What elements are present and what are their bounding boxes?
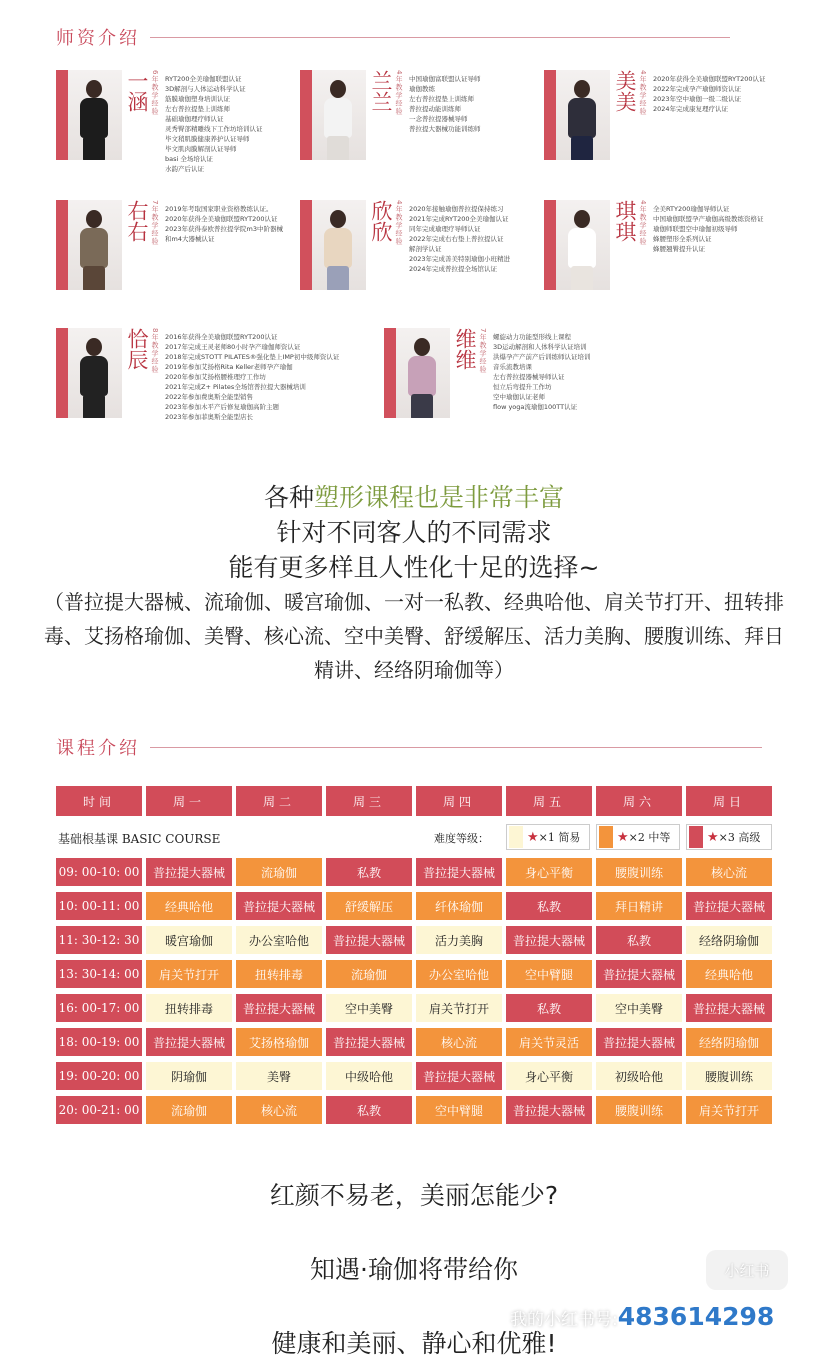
cert-line: 中国瑜伽富联盟认证导师 <box>409 75 481 83</box>
cert-line: 2023年参加木平产后修复瑜伽高阶主题 <box>165 403 280 411</box>
cert-line: 普拉提动能训练师 <box>409 105 461 113</box>
class-cell: 经络阴瑜伽 <box>686 926 772 954</box>
teacher-certs <box>165 200 283 290</box>
teacher-certs <box>653 200 764 290</box>
figure-head <box>330 80 346 98</box>
cert-line: 灵秀臀部精雕线下工作坊培训认证 <box>165 125 263 133</box>
class-cell: 普拉提大器械 <box>686 892 772 920</box>
schedule-header-cell: 周一 <box>146 786 232 816</box>
cert-line: 毕文肌肉膜解剖认证导师 <box>165 145 237 153</box>
teacher-card <box>384 328 631 418</box>
class-cell: 普拉提大器械 <box>236 892 322 920</box>
time-slot: 20: 00-21: 00 <box>56 1096 142 1124</box>
teacher-experience: 7年教学经验 <box>479 328 487 374</box>
cert-line: 毕文稍肌膜健康养护认证导师 <box>165 135 250 143</box>
class-cell: 阴瑜伽 <box>146 1062 232 1090</box>
figure-legs <box>571 266 593 290</box>
difficulty-label: 难度等级： <box>434 832 489 845</box>
teacher-section-header <box>56 24 730 50</box>
teacher-photo <box>56 200 122 290</box>
cert-line: 2022年完成孕产瑜伽师资认证 <box>653 85 742 93</box>
class-cell: 流瑜伽 <box>146 1096 232 1124</box>
teacher-photo <box>56 70 122 160</box>
class-cell: 私教 <box>506 892 592 920</box>
class-cell: 活力美胸 <box>416 926 502 954</box>
teacher-certs <box>653 70 766 160</box>
teacher-name: 美美 <box>613 70 637 112</box>
cert-line: 普拉提大器械功能训练师 <box>409 125 481 133</box>
class-cell: 私教 <box>506 994 592 1022</box>
figure-head <box>86 210 102 228</box>
class-cell: 普拉提大器械 <box>416 1062 502 1090</box>
teacher-name-block <box>124 200 150 290</box>
cert-line: 左右普拉提器械导师认证 <box>493 373 565 381</box>
cert-line: 2021年完成RYT200全美瑜伽认证 <box>409 215 509 223</box>
teacher-photo <box>300 200 366 290</box>
outro-line-1: 红颜不易老，美丽怎能少? <box>269 1181 559 1210</box>
legend-text: ×1 简易 <box>538 831 581 844</box>
class-cell: 扭转排毒 <box>146 994 232 1022</box>
cert-line: 2017年完成王灵老师80小时孕产瑜伽师资认证 <box>165 343 301 351</box>
legend-item <box>596 824 680 850</box>
accent-bar <box>300 70 312 160</box>
time-slot: 11: 30-12: 30 <box>56 926 142 954</box>
teacher-name-block <box>124 70 150 174</box>
teacher-name-block <box>452 328 478 418</box>
class-cell: 私教 <box>596 926 682 954</box>
teacher-photo <box>384 328 450 418</box>
cert-line: basi 全场培认证 <box>165 155 213 163</box>
class-cell: 拜日精讲 <box>596 892 682 920</box>
class-cell: 普拉提大器械 <box>596 960 682 988</box>
figure-legs <box>571 136 593 160</box>
cert-line: 2018年完成STOTT PILATES®强化垫上IMP初中级师资认证 <box>165 353 340 361</box>
figure-torso <box>80 356 108 396</box>
star-icon: ★ <box>617 829 629 845</box>
cert-line: 2019年考取国家职业资格教练认证。 <box>165 205 273 213</box>
teacher-name: 琪琪 <box>613 200 637 242</box>
class-cell: 中级哈他 <box>326 1062 412 1090</box>
teacher-name-block <box>368 70 394 160</box>
cert-line: 空中瑜伽认证老师 <box>493 393 545 401</box>
accent-bar <box>544 200 556 290</box>
class-cell: 普拉提大器械 <box>506 1096 592 1124</box>
teacher-photo <box>56 328 122 418</box>
cert-line: 2022年完成右右垫上普拉提认证 <box>409 235 504 243</box>
cert-line: 2021年完成Z+ Pilates全场馆普拉提大器械培训 <box>165 383 306 391</box>
time-slot: 16: 00-17: 00 <box>56 994 142 1022</box>
class-cell: 腰腹训练 <box>596 858 682 886</box>
cert-line: 蜂腰翘臀提升认证 <box>653 245 705 253</box>
class-cell: 流瑜伽 <box>236 858 322 886</box>
class-cell: 腰腹训练 <box>596 1096 682 1124</box>
basic-course-label: 基础根基课 BASIC COURSE <box>58 832 221 846</box>
class-cell: 普拉提大器械 <box>236 994 322 1022</box>
schedule-header-cell: 周三 <box>326 786 412 816</box>
legend-swatch <box>509 826 523 848</box>
accent-bar <box>56 328 68 418</box>
figure-torso <box>568 98 596 138</box>
cert-line: 3D运动解剖和人体科学认证培训 <box>493 343 587 351</box>
teacher-section-title: 师资介绍 <box>56 28 140 49</box>
figure-torso <box>80 228 108 268</box>
teacher-name: 维维 <box>453 328 477 370</box>
figure-legs <box>327 136 349 160</box>
figure-head <box>574 210 590 228</box>
figure-torso <box>80 98 108 138</box>
class-cell: 暖宫瑜伽 <box>146 926 232 954</box>
class-cell: 空中美臀 <box>596 994 682 1022</box>
schedule-header-cell: 周日 <box>686 786 772 816</box>
class-cell: 普拉提大器械 <box>326 1028 412 1056</box>
teacher-name: 右右 <box>125 200 149 242</box>
cert-line: 音乐流教培课 <box>493 363 532 371</box>
cert-line: 全美RTY200瑜伽导师认证 <box>653 205 730 213</box>
divider <box>150 37 730 38</box>
class-cell: 空中臂腿 <box>416 1096 502 1124</box>
xiaohongshu-id <box>510 1302 774 1331</box>
teacher-name: 一涵 <box>125 70 149 112</box>
figure-legs <box>83 394 105 418</box>
star-icon: ★ <box>707 829 719 845</box>
class-cell: 肩关节打开 <box>686 1096 772 1124</box>
cert-line: 恒立后弯提升工作坊 <box>493 383 552 391</box>
figure-torso <box>568 228 596 268</box>
teacher-certs <box>165 70 263 174</box>
schedule-header-cell: 周四 <box>416 786 502 816</box>
cert-line: 筋膜瑜伽塑身培训认证 <box>165 95 230 103</box>
class-cell: 身心平衡 <box>506 858 592 886</box>
teacher-photo <box>300 70 366 160</box>
id-label: 我的小红书号: <box>510 1310 618 1330</box>
time-slot: 13: 30-14: 00 <box>56 960 142 988</box>
class-cell: 空中美臀 <box>326 994 412 1022</box>
figure-head <box>86 338 102 356</box>
star-icon: ★ <box>527 829 539 845</box>
teacher-certs <box>493 328 591 418</box>
cert-line: flow yoga流瑜伽100TT认证 <box>493 403 578 411</box>
cert-line: 2024年完成普拉提全场馆认证 <box>409 265 498 273</box>
teacher-name-block <box>124 328 150 422</box>
legend-text: ×3 高级 <box>718 831 761 844</box>
class-cell: 身心平衡 <box>506 1062 592 1090</box>
figure-torso <box>408 356 436 396</box>
class-cell: 舒缓解压 <box>326 892 412 920</box>
intro-line-2: 针对不同客人的不同需求 <box>276 518 552 547</box>
class-cell: 扭转排毒 <box>236 960 322 988</box>
accent-bar <box>56 70 68 160</box>
cert-line: 瑜伽教练 <box>409 85 435 93</box>
intro-line-1-highlight: 塑形课程也是非常丰富 <box>314 483 565 512</box>
class-cell: 私教 <box>326 858 412 886</box>
class-cell: 经典哈他 <box>146 892 232 920</box>
teacher-experience: 4年教学经验 <box>395 200 403 246</box>
figure-head <box>330 210 346 228</box>
class-cell: 核心流 <box>236 1096 322 1124</box>
cert-line: 2023年完成善美特别瑜伽小班精进 <box>409 255 511 263</box>
class-cell: 普拉提大器械 <box>686 994 772 1022</box>
legend-swatch <box>689 826 703 848</box>
cert-line: 2023年参加菲奥斯全能型店长 <box>165 413 254 421</box>
cert-line: 2020年获得全美瑜伽联盟RYT200认证 <box>653 75 766 83</box>
class-cell: 普拉提大器械 <box>416 858 502 886</box>
class-cell: 普拉提大器械 <box>596 1028 682 1056</box>
schedule-header-cell: 周二 <box>236 786 322 816</box>
legend-swatch <box>599 826 613 848</box>
outro-line-3: 健康和美丽、静心和优雅! <box>271 1329 557 1356</box>
cert-line: 中国瑜伽联盟孕产瑜伽高级教练资格证 <box>653 215 764 223</box>
outro-line-2: 知遇·瑜伽将带给你 <box>310 1255 518 1284</box>
cert-line: 2023年获得泰欧普拉提学院m3中阶器械 <box>165 225 284 233</box>
cert-line: 解剖学认证 <box>409 245 442 253</box>
cert-line: 2024年完成康复理疗认证 <box>653 105 729 113</box>
class-cell: 普拉提大器械 <box>326 926 412 954</box>
cert-line: 2020年获得全美瑜伽联盟RYT200认证 <box>165 215 278 223</box>
class-cell: 普拉提大器械 <box>506 926 592 954</box>
figure-legs <box>83 266 105 290</box>
class-cell: 经典哈他 <box>686 960 772 988</box>
intro-line-1 <box>0 480 828 515</box>
cert-line: 瑜伽师联盟空中瑜伽初级导师 <box>653 225 738 233</box>
accent-bar <box>544 70 556 160</box>
cert-line: RYT200全美瑜伽联盟认证 <box>165 75 242 83</box>
accent-bar <box>384 328 396 418</box>
teacher-card <box>544 200 804 290</box>
class-cell: 肩关节灵活 <box>506 1028 592 1056</box>
cert-line: 2016年获得全美瑜伽联盟RYT200认证 <box>165 333 278 341</box>
course-section-title: 课程介绍 <box>56 738 140 759</box>
class-cell: 私教 <box>326 1096 412 1124</box>
figure-torso <box>324 98 352 138</box>
class-cell: 纤体瑜伽 <box>416 892 502 920</box>
time-slot: 19: 00-20: 00 <box>56 1062 142 1090</box>
teacher-photo <box>544 200 610 290</box>
teacher-experience: 4年教学经验 <box>395 70 403 116</box>
cert-line: 2020年接触瑜伽普拉提保持练习 <box>409 205 504 213</box>
teacher-card <box>544 70 806 160</box>
class-cell: 肩关节打开 <box>146 960 232 988</box>
cert-line: 2020年参加艾扬格腰椎理疗工作坊 <box>165 373 267 381</box>
teacher-experience: 6年教学经验 <box>151 70 159 116</box>
cert-line: 2019年参加艾扬格Rita Keller老师孕产瑜伽 <box>165 363 293 371</box>
accent-bar <box>300 200 312 290</box>
cert-line: 左右普拉提垫上训练师 <box>409 95 474 103</box>
figure-legs <box>411 394 433 418</box>
cert-line: 2022年参加费奥斯全能型销售 <box>165 393 254 401</box>
cert-line: 左右普拉提垫上训练师 <box>165 105 230 113</box>
intro-course-list: （普拉提大器械、流瑜伽、暖宫瑜伽、一对一私教、经典哈他、肩关节打开、扭转排毒、艾扬格瑜伽、美臀、核心流、空中美臀、舒缓解压、活力美胸、腰腹训练、拜日精讲、经络阴瑜伽等） <box>44 590 784 682</box>
teacher-certs <box>165 328 339 422</box>
teacher-card <box>56 200 323 290</box>
teacher-certs <box>409 70 481 160</box>
figure-legs <box>83 136 105 160</box>
cert-line: 2023年空中瑜伽一级二级认证 <box>653 95 742 103</box>
teacher-card <box>300 70 521 160</box>
class-cell: 核心流 <box>416 1028 502 1056</box>
legend-item <box>686 824 772 850</box>
time-slot: 09: 00-10: 00 <box>56 858 142 886</box>
teacher-experience: 4年教学经验 <box>639 70 647 116</box>
class-cell: 初级哈他 <box>596 1062 682 1090</box>
schedule-header-cell: 周五 <box>506 786 592 816</box>
schedule-header-cell: 周六 <box>596 786 682 816</box>
teacher-name: 兰兰 <box>369 70 393 112</box>
teacher-experience: 4年教学经验 <box>639 200 647 246</box>
cert-line: 一念普拉提器械导师 <box>409 115 468 123</box>
figure-head <box>86 80 102 98</box>
figure-torso <box>324 228 352 268</box>
xiaohongshu-badge: 小红书 <box>706 1250 788 1290</box>
figure-legs <box>327 266 349 290</box>
teacher-card <box>56 70 303 174</box>
cert-line: 螺旋动力功能型形线上课程 <box>493 333 571 341</box>
teacher-name: 欣欣 <box>369 200 393 242</box>
id-number: 483614298 <box>617 1302 775 1331</box>
class-cell: 核心流 <box>686 858 772 886</box>
teacher-experience: 7年教学经验 <box>151 200 159 246</box>
teacher-photo <box>544 70 610 160</box>
legend-item <box>506 824 590 850</box>
cert-line: 基础瑜伽理疗师认证 <box>165 115 224 123</box>
class-cell: 流瑜伽 <box>326 960 412 988</box>
teacher-name-block <box>612 70 638 160</box>
teacher-card <box>300 200 550 290</box>
legend-text: ×2 中等 <box>628 831 671 844</box>
class-cell: 腰腹训练 <box>686 1062 772 1090</box>
class-cell: 空中臂腿 <box>506 960 592 988</box>
cert-line: 蜂腰塑形全系列认证 <box>653 235 712 243</box>
cert-line: 同年完成瑜理疗导师认证 <box>409 225 481 233</box>
cert-line: 洪爆孕产产前产后训练师认证培训 <box>493 353 591 361</box>
divider <box>150 747 762 748</box>
teacher-name-block <box>368 200 394 290</box>
class-cell: 肩关节打开 <box>416 994 502 1022</box>
figure-head <box>414 338 430 356</box>
course-section-header <box>56 734 762 760</box>
class-cell: 美臀 <box>236 1062 322 1090</box>
cert-line: 和m4大器械认证 <box>165 235 215 243</box>
class-cell: 普拉提大器械 <box>146 1028 232 1056</box>
course-intro <box>0 480 828 687</box>
class-cell: 办公室哈他 <box>416 960 502 988</box>
intro-line-3: 能有更多样且人性化十足的选择~ <box>228 553 600 582</box>
accent-bar <box>56 200 68 290</box>
time-slot: 18: 00-19: 00 <box>56 1028 142 1056</box>
class-cell: 艾扬格瑜伽 <box>236 1028 322 1056</box>
figure-head <box>574 80 590 98</box>
teacher-certs <box>409 200 510 290</box>
teacher-card <box>56 328 379 422</box>
class-cell: 普拉提大器械 <box>146 858 232 886</box>
schedule-header-cell: 时间 <box>56 786 142 816</box>
cert-line: 3D解剖与人体运动科学认证 <box>165 85 246 93</box>
class-cell: 办公室哈他 <box>236 926 322 954</box>
time-slot: 10: 00-11: 00 <box>56 892 142 920</box>
teacher-name: 恰辰 <box>125 328 149 370</box>
teacher-name-block <box>612 200 638 290</box>
cert-line: 水韵产后认证 <box>165 165 204 173</box>
intro-line-1-pre: 各种 <box>263 483 314 512</box>
teacher-experience: 8年教学经验 <box>151 328 159 374</box>
class-cell: 经络阴瑜伽 <box>686 1028 772 1056</box>
